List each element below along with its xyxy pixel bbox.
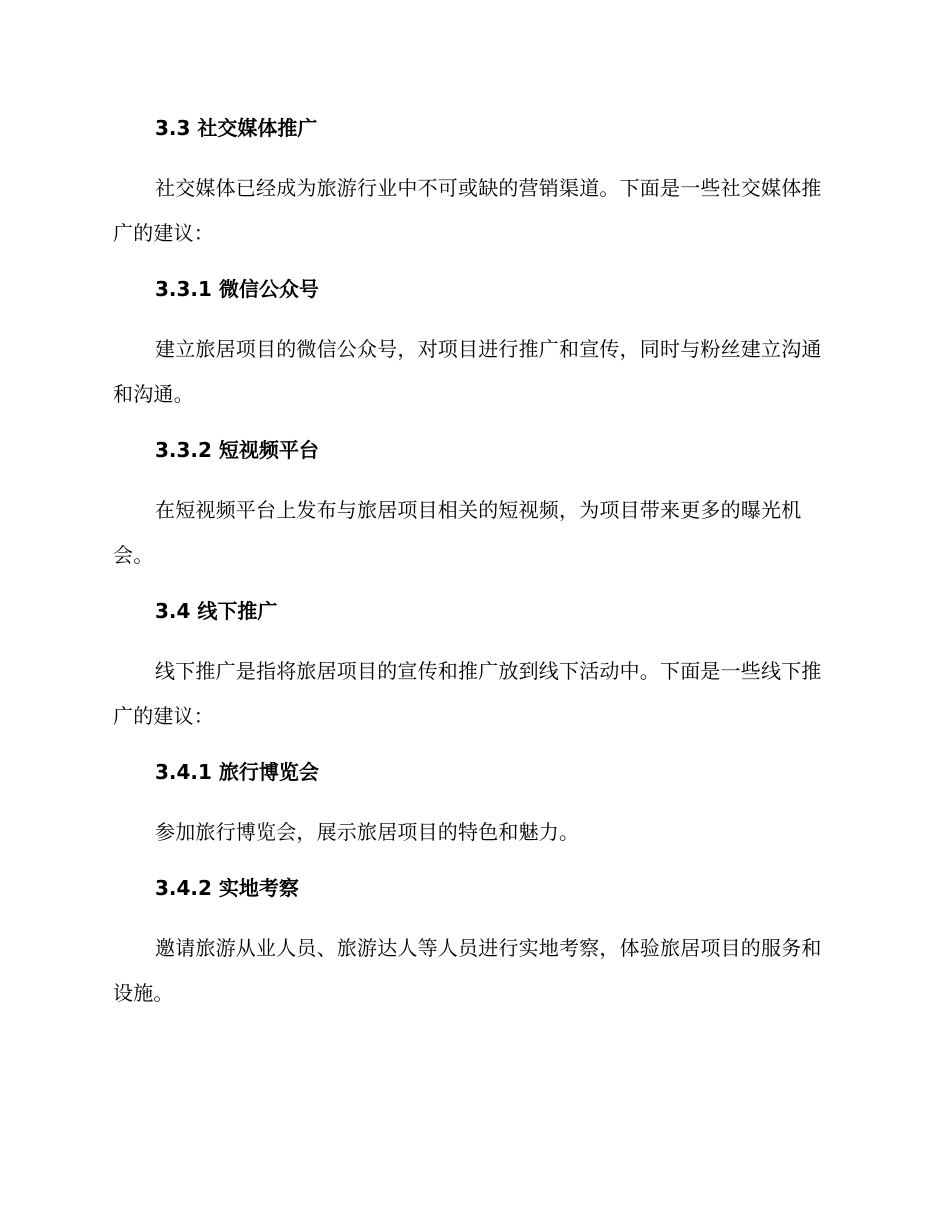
section-paragraph-3-4-2: 邀请旅游从业人员、旅游达人等人员进行实地考察，体验旅居项目的服务和设施。 (113, 936, 822, 1005)
section-heading-3-3: 3.3 社交媒体推广 (155, 116, 318, 140)
section-paragraph-3-3-1: 建立旅居项目的微信公众号，对项目进行推广和宣传，同时与粉丝建立沟通和沟通。 (113, 337, 822, 406)
document-content (113, 108, 833, 1016)
section-paragraph-3-3: 社交媒体已经成为旅游行业中不可或缺的营销渠道。下面是一些社交媒体推广的建议： (113, 176, 822, 245)
section-paragraph-3-4: 线下推广是指将旅居项目的宣传和推广放到线下活动中。下面是一些线下推广的建议： (113, 659, 822, 728)
section-heading-3-4-2: 3.4.2 实地考察 (155, 876, 299, 900)
section-heading-3-3-1: 3.3.1 微信公众号 (155, 277, 319, 301)
section-heading-3-3-2: 3.3.2 短视频平台 (155, 438, 319, 462)
section-paragraph-3-4-1: 参加旅行博览会，展示旅居项目的特色和魅力。 (155, 820, 580, 844)
section-heading-3-4: 3.4 线下推广 (155, 599, 278, 623)
section-paragraph-3-3-2: 在短视频平台上发布与旅居项目相关的短视频，为项目带来更多的曝光机会。 (113, 498, 802, 567)
section-heading-3-4-1: 3.4.1 旅行博览会 (155, 760, 319, 784)
